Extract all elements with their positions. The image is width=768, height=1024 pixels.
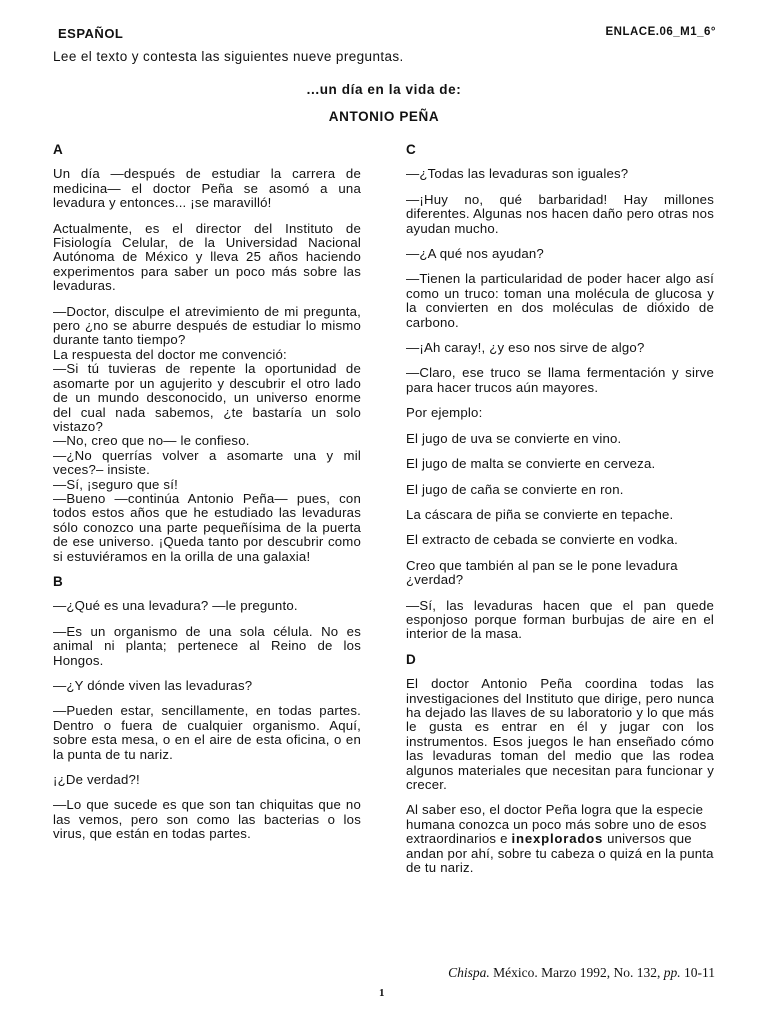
paragraph xyxy=(406,803,714,875)
paragraph: —Lo que sucede es que son tan chiquitas que no las vemos, pero son como las bacterias o los virus, que están en todas partes. xyxy=(53,797,361,842)
paragraph: —Sí, ¡seguro que sí! xyxy=(53,476,178,492)
paragraph: Un día —después de estudiar la carrera de medicina— el doctor Peña se asomó a una levadura y entonces... ¡se maravilló! xyxy=(53,166,361,211)
paragraph: El extracto de cebada se convierte en vodka. xyxy=(406,532,678,548)
paragraph: Por ejemplo: xyxy=(406,405,483,421)
paragraph: —¿Qué es una levadura? —le pregunto. xyxy=(53,598,298,614)
page-number: 1 xyxy=(379,987,385,999)
paragraph: La cáscara de piña se convierte en tepache. xyxy=(406,506,674,522)
right-column xyxy=(406,143,714,886)
section-b-label: B xyxy=(53,573,63,589)
paragraph: —Pueden estar, sencillamente, en todas partes. Dentro o fuera de cualquier organismo. Aquí, sobre esta mesa, o en el aire de esta oficina, o en la punta de tu nariz. xyxy=(53,703,361,762)
paragraph: —¡Ah caray!, ¿y eso nos sirve de algo? xyxy=(406,340,645,356)
paragraph: ¡¿De verdad?! xyxy=(53,772,140,788)
paragraph: —Sí, las levaduras hacen que el pan quede esponjoso porque forman burbujas de aire en el interior de la masa. xyxy=(406,597,714,642)
citation-source: Chispa. xyxy=(448,965,490,980)
paragraph: —No, creo que no— le confieso. xyxy=(53,433,250,449)
emphasized-word: inexplorados xyxy=(511,831,604,847)
paragraph: —Si tú tuvieras de repente la oportunidad de asomarte por un agujerito y descubrir el otro lado de un mundo desconocido, un universo enorme del cual nada sabemos, ¿te bastaría un solo vistazo? xyxy=(53,361,361,434)
paragraph: Actualmente, es el director del Instituto de Fisiología Celular, de la Universidad Nacional Autónoma de México y lleva 25 años haciendo experimentos para saber un poco más sobre las levaduras. xyxy=(53,220,361,294)
paragraph: —¡Huy no, qué barbaridad! Hay millones diferentes. Algunas nos hacen daño pero otras nos ayudan mucho. xyxy=(406,191,714,236)
section-a-label: A xyxy=(53,142,63,157)
article-title-name: ANTONIO PEÑA xyxy=(328,109,440,124)
paragraph: El jugo de malta se convierte en cerveza. xyxy=(406,456,656,472)
paragraph: —Tienen la particularidad de poder hacer algo así como un truco: toman una molécula de glucosa y la convierten en dos moléculas de dióxido de carbono. xyxy=(406,271,714,330)
left-column xyxy=(53,143,361,853)
exam-code: ENLACE.06_M1_6° xyxy=(605,26,716,38)
citation-pp: pp. xyxy=(663,965,681,980)
paragraph: —¿No querrías volver a asomarte una y mil veces?– insiste. xyxy=(53,447,361,478)
paragraph: El jugo de uva se convierte en vino. xyxy=(406,430,622,446)
paragraph: —Es un organismo de una sola célula. No es animal ni planta; pertenece al Reino de los Hongos. xyxy=(53,623,361,668)
citation-pages: 10-11 xyxy=(684,965,715,980)
citation-details: México. Marzo 1992, No. 132, xyxy=(493,965,661,980)
paragraph: —¿Y dónde viven las levaduras? xyxy=(53,678,253,693)
section-d-label: D xyxy=(406,651,416,667)
paragraph-text: universos que andan por ahí, sobre tu cabeza o quizá en la punta de tu nariz. xyxy=(406,831,714,876)
paragraph: El doctor Antonio Peña coordina todas las investigaciones del Instituto que dirige, pero nunca ha dejado las llaves de su laboratorio y lo que más le gusta es entrar en él y jugar con los instrumentos. Esos juegos le han enseñado cómo las levaduras toman del medio que las rodea algunos materiales que necesitan para funcionar y crecer. xyxy=(406,676,714,792)
section-c-label: C xyxy=(406,142,416,157)
paragraph: Creo que también al pan se le pone levadura ¿verdad? xyxy=(406,557,678,588)
paragraph: —Claro, ese truco se llama fermentación y sirve para hacer trucos aún mayores. xyxy=(406,365,714,395)
paragraph: El jugo de caña se convierte en ron. xyxy=(406,481,624,497)
article-title-line1: ...un día en la vida de: xyxy=(306,82,462,97)
paragraph: —¿Todas las levaduras son iguales? xyxy=(406,166,629,182)
instructions: Lee el texto y contesta las siguientes nueve preguntas. xyxy=(53,49,404,64)
paragraph: La respuesta del doctor me convenció: xyxy=(53,346,287,362)
paragraph-text: Al saber eso, el doctor Peña logra que la especie humana conozca un poco más sobre uno de esos extraordinarios e xyxy=(406,802,707,847)
citation xyxy=(448,965,715,981)
paragraph: —Bueno —continúa Antonio Peña— pues, con todos estos años que he estudiado las levaduras sólo conozco una parte pequeñísima de la puerta de ese universo. ¡Queda tanto por descubrir como si estuviéramos en la orilla de una galaxia! xyxy=(53,490,361,564)
subject-header: ESPAÑOL xyxy=(58,26,124,41)
paragraph: —Doctor, disculpe el atrevimiento de mi pregunta, pero ¿no se aburre después de estudiar lo mismo durante tanto tiempo? xyxy=(53,303,361,348)
paragraph: —¿A qué nos ayudan? xyxy=(406,246,544,262)
